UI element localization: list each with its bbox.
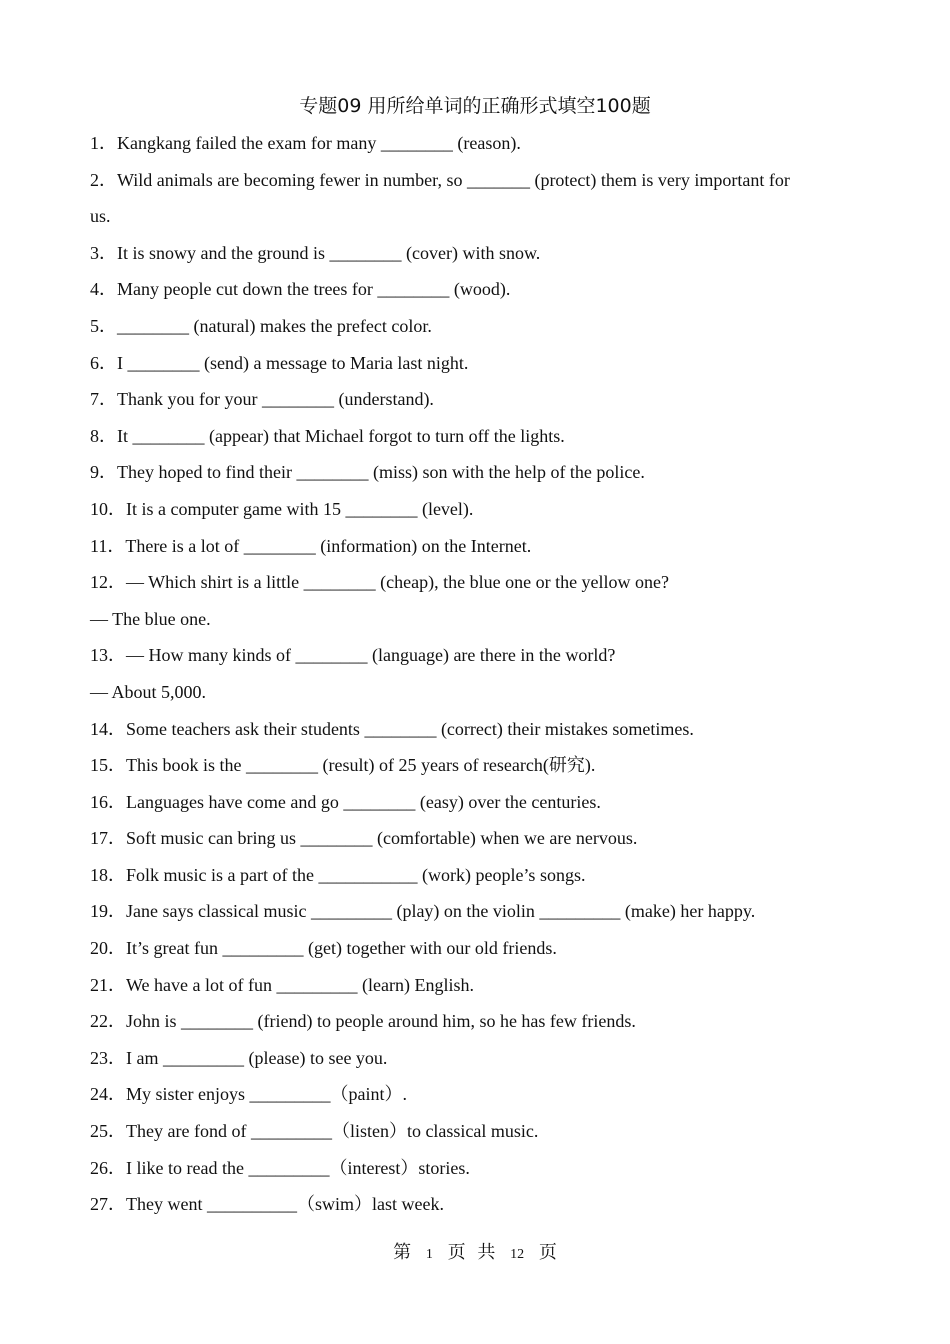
- footer-middle2: 共: [477, 1242, 496, 1263]
- question-line: 18．Folk music is a part of the ___________ (work) people’s songs.: [90, 864, 586, 885]
- question-line: 22．John is ________ (friend) to people around him, so he has few friends.: [90, 1011, 636, 1032]
- question-line: — The blue one.: [90, 608, 211, 629]
- question-line: us.: [90, 206, 111, 227]
- question-line: 7．Thank you for your ________ (understand).: [90, 389, 434, 410]
- question-line: 20．It’s great fun _________ (get) together with our old friends.: [90, 938, 557, 959]
- footer-prefix: 第: [393, 1242, 412, 1263]
- footer-suffix: 页: [538, 1242, 557, 1263]
- question-line: — About 5,000.: [90, 681, 207, 702]
- question-line: 9．They hoped to find their ________ (miss) son with the help of the police.: [90, 462, 645, 483]
- page-title: 专题09 用所给单词的正确形式填空100题: [299, 95, 651, 117]
- question-line: 16．Languages have come and go ________ (easy) over the centuries.: [90, 791, 601, 812]
- question-line: 6．I ________ (send) a message to Maria last night.: [90, 352, 469, 373]
- question-line: 21．We have a lot of fun _________ (learn) English.: [90, 974, 474, 995]
- footer-page-number: 1: [425, 1247, 433, 1262]
- footer-total-pages: 12: [510, 1247, 525, 1262]
- question-line: 4．Many people cut down the trees for ________ (wood).: [90, 279, 511, 300]
- question-line: 1．Kangkang failed the exam for many ________ (reason).: [90, 133, 521, 153]
- question-line: 11．There is a lot of ________ (information) on the Internet.: [90, 535, 532, 556]
- question-line: 8．It ________ (appear) that Michael forgot to turn off the lights.: [90, 425, 565, 446]
- question-line: 17．Soft music can bring us ________ (comfortable) when we are nervous.: [90, 828, 638, 849]
- question-line: 19．Jane says classical music _________ (play) on the violin _________ (make) her happy.: [90, 901, 756, 922]
- question-line: 27．They went __________（swim）last week.: [90, 1194, 444, 1215]
- question-line: 25．They are fond of _________（listen）to classical music.: [90, 1121, 539, 1142]
- question-line: 14．Some teachers ask their students ________ (correct) their mistakes sometimes.: [90, 718, 694, 739]
- question-line: 10．It is a computer game with 15 ________ (level).: [90, 498, 474, 519]
- question-line: 5．________ (natural) makes the prefect color.: [90, 315, 432, 336]
- page-footer: [0, 1240, 950, 1268]
- question-line: 24．My sister enjoys _________（paint）.: [90, 1084, 407, 1105]
- question-line: 26．I like to read the _________（interest）stories.: [90, 1157, 470, 1178]
- question-line: 23．I am _________ (please) to see you.: [90, 1047, 388, 1068]
- question-list: [90, 129, 850, 1227]
- question-line: 12．— Which shirt is a little ________ (cheap), the blue one or the yellow one?: [90, 572, 670, 593]
- question-line: 2．Wild animals are becoming fewer in number, so _______ (protect) them is very important for: [90, 169, 790, 190]
- question-line: 15．This book is the ________ (result) of 25 years of research(研究).: [90, 755, 596, 776]
- footer-middle1: 页: [447, 1242, 466, 1263]
- question-line: 3．It is snowy and the ground is ________ (cover) with snow.: [90, 242, 541, 263]
- question-line: 13．— How many kinds of ________ (language) are there in the world?: [90, 645, 616, 666]
